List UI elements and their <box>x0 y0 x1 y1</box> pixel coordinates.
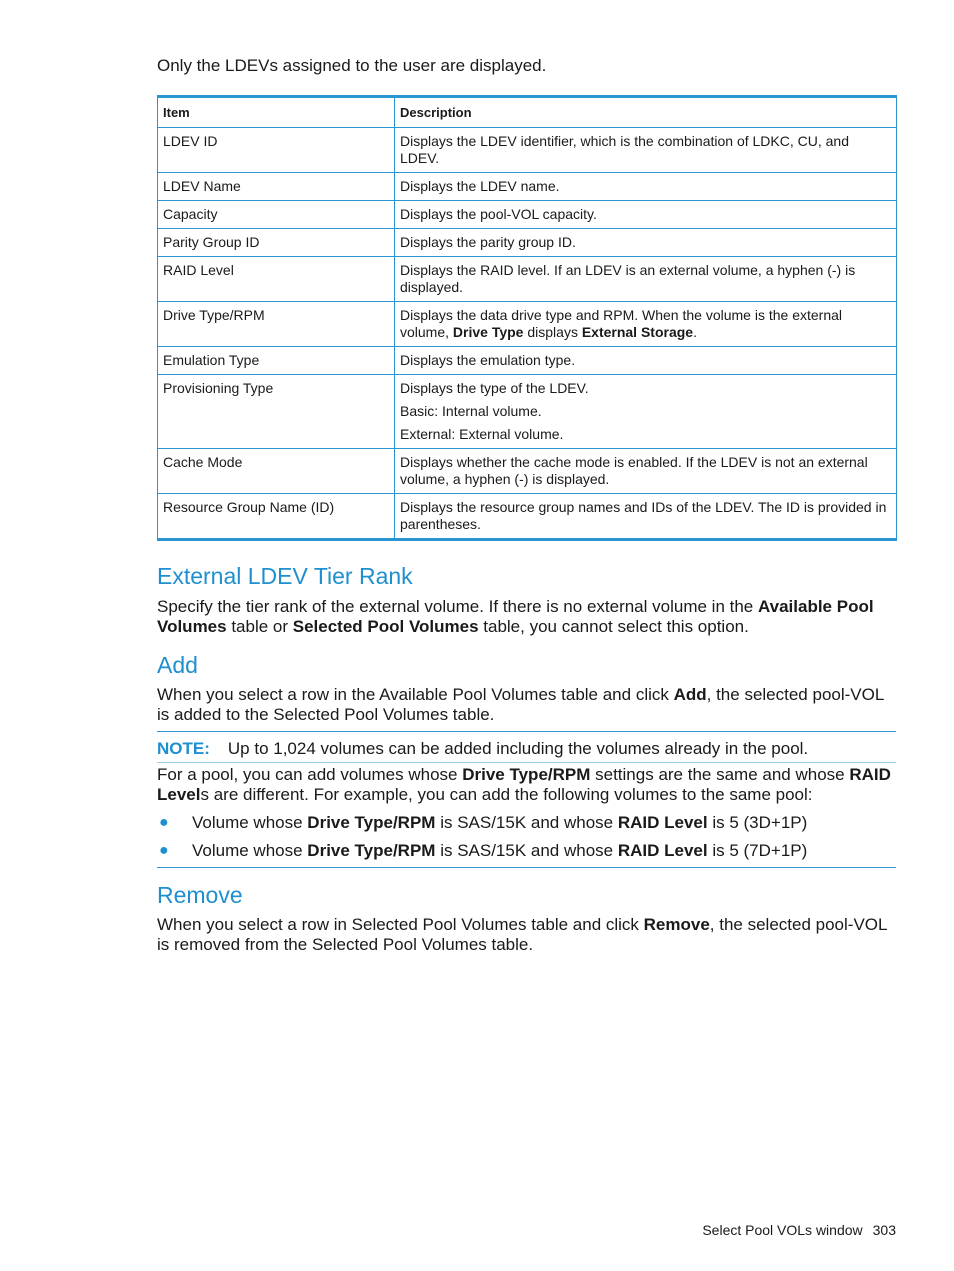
intro-text: Only the LDEVs assigned to the user are displayed. <box>157 56 547 75</box>
add-paragraph <box>157 685 897 725</box>
table-row <box>158 229 897 257</box>
bullet-icon: ● <box>159 842 169 859</box>
bold-term: RAID Level <box>617 841 708 860</box>
description-text: Displays the RAID level. If an LDEV is an external volume, a hyphen (-) is displayed. <box>400 262 856 295</box>
description-text: Displays the LDEV identifier, which is the combination of LDKC, CU, and LDEV. <box>400 133 849 166</box>
row-description <box>395 347 897 375</box>
text-run: When you select a row in Selected Pool Volumes table and click <box>157 915 644 934</box>
bold-term: Add <box>673 685 707 704</box>
add-paragraph-2 <box>157 765 897 805</box>
table-row <box>158 173 897 201</box>
description-text: Displays the type of the LDEV. <box>400 380 589 396</box>
row-item: Resource Group Name (ID) <box>158 494 395 540</box>
row-description <box>395 449 897 494</box>
bold-term: External Storage <box>581 324 694 340</box>
row-item: LDEV ID <box>158 128 395 173</box>
text-run: is 5 (3D+1P) <box>707 813 808 832</box>
bold-term: Remove <box>643 915 710 934</box>
row-item: Drive Type/RPM <box>158 302 395 347</box>
text-run: Specify the tier rank of the external volume. If there is no external volume in the <box>157 597 758 616</box>
bold-term: Selected Pool Volumes <box>292 617 479 636</box>
table-row <box>158 375 897 449</box>
table-row <box>158 302 897 347</box>
text-run: table or <box>226 617 293 636</box>
bold-term: Drive Type/RPM <box>307 841 436 860</box>
description-text: External: External volume. <box>400 426 564 442</box>
text-run: . <box>693 324 697 340</box>
bold-term: Available Pool Volumes <box>157 597 874 636</box>
note-label: NOTE: <box>157 739 210 758</box>
example-list <box>157 813 897 869</box>
description-text: Displays the resource group names and IDs of the LDEV. The ID is provided in parentheses. <box>400 499 887 532</box>
table-row <box>158 449 897 494</box>
row-description <box>395 173 897 201</box>
row-item: RAID Level <box>158 257 395 302</box>
page-footer <box>702 1222 896 1238</box>
row-description <box>395 302 897 347</box>
text-run: Volume whose <box>192 813 308 832</box>
text-run: displays <box>523 324 582 340</box>
row-item: LDEV Name <box>158 173 395 201</box>
text-run: is SAS/15K and whose <box>435 841 618 860</box>
bold-term: RAID Level <box>617 813 708 832</box>
description-text: Basic: Internal volume. <box>400 403 542 419</box>
description-text: Displays the emulation type. <box>400 352 576 368</box>
column-header-description: Description <box>395 97 897 128</box>
text-run: , the selected pool-VOL is added to the Selected Pool Volumes table. <box>157 685 884 724</box>
text-run: , the selected pool-VOL is removed from the Selected Pool Volumes table. <box>157 915 887 954</box>
row-description <box>395 201 897 229</box>
table-row <box>158 128 897 173</box>
description-text: Displays the LDEV name. <box>400 178 560 194</box>
table-header-row <box>158 97 897 128</box>
bold-term: Drive Type/RPM <box>307 813 436 832</box>
text-run: For a pool, you can add volumes whose <box>157 765 463 784</box>
bold-term: RAID Level <box>157 765 891 804</box>
page-number: 303 <box>872 1222 896 1238</box>
text-run: Displays the data drive type and RPM. When the volume is the external volume, <box>400 307 842 340</box>
bullet-icon: ● <box>159 814 169 831</box>
text-run: is SAS/15K and whose <box>435 813 618 832</box>
divider <box>157 867 896 868</box>
row-item: Cache Mode <box>158 449 395 494</box>
row-item: Capacity <box>158 201 395 229</box>
row-description <box>395 128 897 173</box>
row-description <box>395 257 897 302</box>
table-row <box>158 201 897 229</box>
table-row <box>158 494 897 540</box>
description-text: Displays the pool-VOL capacity. <box>400 206 597 222</box>
row-description <box>395 229 897 257</box>
row-description <box>395 494 897 540</box>
row-item: Parity Group ID <box>158 229 395 257</box>
note-text: Up to 1,024 volumes can be added including the volumes already in the pool. <box>227 739 809 758</box>
text-run: Volume whose <box>192 841 308 860</box>
bold-term: Drive Type <box>452 324 524 340</box>
item-description-table <box>157 95 897 541</box>
column-header-item: Item <box>158 97 395 128</box>
tier-rank-paragraph <box>157 597 897 637</box>
description-text: Displays whether the cache mode is enabled. If the LDEV is not an external volume, a hyphen (-) is displayed. <box>400 454 868 487</box>
list-item <box>157 841 897 861</box>
row-description <box>395 375 897 449</box>
remove-paragraph <box>157 915 897 955</box>
text-run: s are different. For example, you can add the following volumes to the same pool: <box>200 785 813 804</box>
divider <box>157 762 896 763</box>
text-run: When you select a row in the Available Pool Volumes table and click <box>157 685 674 704</box>
section-heading-add: Add <box>157 652 198 678</box>
text-run: table, you cannot select this option. <box>478 617 749 636</box>
description-text <box>400 307 891 341</box>
row-item: Provisioning Type <box>158 375 395 449</box>
text-run: settings are the same and whose <box>590 765 850 784</box>
bold-term: Drive Type/RPM <box>462 765 591 784</box>
list-item <box>157 813 897 833</box>
divider <box>157 731 896 732</box>
description-text: Displays the parity group ID. <box>400 234 576 250</box>
section-heading-tier-rank: External LDEV Tier Rank <box>157 563 413 589</box>
table-row <box>158 257 897 302</box>
footer-section-title: Select Pool VOLs window <box>702 1222 863 1238</box>
row-item: Emulation Type <box>158 347 395 375</box>
section-heading-remove: Remove <box>157 882 243 908</box>
note <box>157 739 897 759</box>
table-row <box>158 347 897 375</box>
text-run: is 5 (7D+1P) <box>707 841 808 860</box>
